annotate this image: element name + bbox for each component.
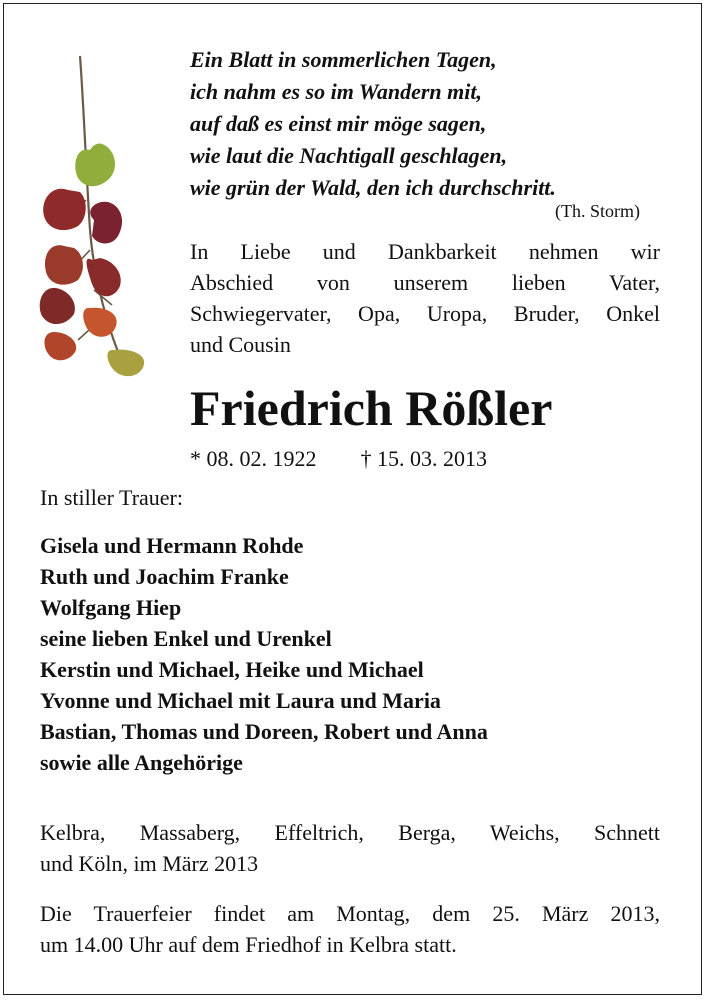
leaf-red-1 xyxy=(43,189,86,230)
funeral-info xyxy=(40,898,660,960)
leaf-orange-1 xyxy=(83,308,116,337)
mourner-entry: Ruth und Joachim Franke xyxy=(40,564,289,589)
poem-line: wie laut die Nachtigall geschlagen, xyxy=(190,143,508,168)
intro-line: Abschied von unserem lieben Vater, xyxy=(190,270,660,295)
intro-line: Schwiegervater, Opa, Uropa, Bruder, Onkel xyxy=(190,301,660,326)
place-and-date xyxy=(40,817,660,879)
leaf-yellow xyxy=(107,350,144,377)
leaf-red-2 xyxy=(90,202,122,244)
intro-line: und Cousin xyxy=(190,332,291,357)
mourner-entry: Bastian, Thomas und Doreen, Robert und Anna xyxy=(40,719,488,744)
mourners-list xyxy=(40,530,488,778)
leaf-green xyxy=(75,143,115,186)
poem-line: wie grün der Wald, den ich durchschritt. xyxy=(190,175,556,200)
place-line: Kelbra, Massaberg, Effeltrich, Berga, Weichs, Schnett xyxy=(40,820,660,845)
mourner-entry: Kerstin und Michael, Heike und Michael xyxy=(40,657,424,682)
mourner-entry: Gisela und Hermann Rohde xyxy=(40,533,304,558)
mourner-entry: Wolfgang Hiep xyxy=(40,595,182,620)
leaf-red-4 xyxy=(87,258,121,296)
birth-date: * 08. 02. 1922 xyxy=(190,446,317,471)
poem xyxy=(190,44,660,204)
death-date: † 15. 03. 2013 xyxy=(360,446,487,471)
autumn-leaf-vine-image xyxy=(28,50,158,390)
poem-line: ich nahm es so im Wandern mit, xyxy=(190,79,482,104)
leaf-red-3 xyxy=(45,245,83,284)
intro-line: In Liebe und Dankbarkeit nehmen wir xyxy=(190,239,660,264)
poem-author: (Th. Storm) xyxy=(555,201,640,221)
place-line: und Köln, im März 2013 xyxy=(40,851,259,876)
leaf-red-5 xyxy=(40,288,75,324)
funeral-line: um 14.00 Uhr auf dem Friedhof in Kelbra statt. xyxy=(40,932,457,957)
mourner-entry: sowie alle Angehörige xyxy=(40,750,243,775)
mourner-entry: seine lieben Enkel und Urenkel xyxy=(40,626,332,651)
mourner-entry: Yvonne und Michael mit Laura und Maria xyxy=(40,688,441,713)
deceased-name: Friedrich Rößler xyxy=(190,380,553,436)
leaf-orange-2 xyxy=(44,332,76,360)
life-dates xyxy=(190,446,487,472)
poem-line: Ein Blatt in sommerlichen Tagen, xyxy=(190,47,497,72)
mourning-heading: In stiller Trauer: xyxy=(40,485,183,510)
intro-text xyxy=(190,236,660,360)
funeral-line: Die Trauerfeier findet am Montag, dem 25. März 2013, xyxy=(40,901,660,926)
poem-line: auf daß es einst mir möge sagen, xyxy=(190,111,487,136)
